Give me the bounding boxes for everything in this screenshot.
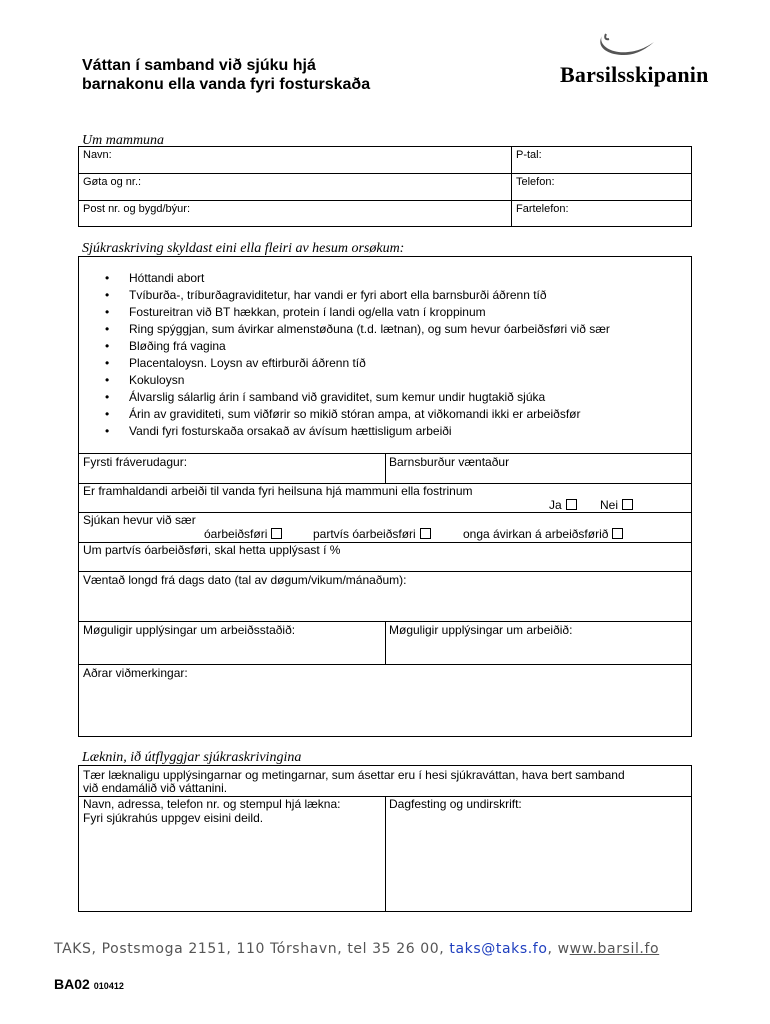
no-checkbox[interactable] — [622, 499, 633, 510]
list-item[interactable]: • Tvíburða-, tríburðagraviditetur, har vandi er fyri abort ella barnsburði áðrenn tíð — [96, 287, 610, 304]
partial-option[interactable] — [313, 527, 431, 541]
doctor-note-line-1: Tær læknaligu upplýsingarnar og metingarnar, sum ásettar eru í hesi sjúkraváttan, hava bert samband — [83, 768, 625, 782]
expected-duration-field[interactable]: Væntað longd frá dags dato (tal av døgum/vikum/mánaðum): — [83, 573, 407, 587]
date-signature-field[interactable]: Dagfesting og undirskrift: — [389, 797, 522, 811]
list-item[interactable]: • Álvarslig sálarlig árin í samband við graviditet, sum kemur undir hugtakið sjúka — [96, 389, 610, 406]
unfit-checkbox[interactable] — [271, 528, 282, 539]
workplace-info-field[interactable]: Møguligir upplýsingar um arbeiðsstaðið: — [83, 623, 296, 637]
form-code-label: BA02 — [54, 976, 90, 992]
list-item[interactable]: • Kokuloysn — [96, 372, 610, 389]
list-item[interactable]: • Hóttandi abort — [96, 270, 610, 287]
form-code-date: 010412 — [93, 981, 124, 991]
swoosh-icon — [596, 32, 656, 60]
unfit-label: óarbeiðsføri — [204, 527, 268, 541]
doctor-note-line-2: við endamálið við váttanini. — [83, 781, 228, 795]
ptal-field[interactable]: P-tal: — [516, 149, 542, 161]
reasons-section-heading: Sjúkraskriving skyldast eini ella fleiri av hesum orsøkum: — [82, 241, 405, 256]
web-prefix: w — [557, 941, 570, 957]
partial-label: partvís óarbeiðsføri — [313, 527, 416, 541]
barsilsskipanin-logo — [560, 32, 738, 96]
hospital-department-note: Fyri sjúkrahús uppgev eisini deild. — [83, 811, 264, 825]
no-effect-checkbox[interactable] — [612, 528, 623, 539]
no-label: Nei — [600, 498, 619, 512]
logo-wordmark: Barsilsskipanin — [560, 62, 709, 87]
doctor-section-heading: Læknin, ið útflyggjar sjúkraskrivingina — [82, 750, 302, 765]
work-info-field[interactable]: Møguligir upplýsingar um arbeiðið: — [389, 623, 573, 637]
footer-contact — [54, 941, 659, 957]
postcode-field[interactable]: Post nr. og bygd/býur: — [83, 203, 191, 215]
name-field[interactable]: Navn: — [83, 149, 112, 161]
street-field[interactable]: Gøta og nr.: — [83, 176, 142, 188]
other-remarks-field[interactable]: Aðrar viðmerkingar: — [83, 666, 188, 680]
yes-option[interactable] — [549, 498, 577, 512]
mobile-field[interactable]: Fartelefon: — [516, 203, 569, 215]
unfit-option[interactable] — [204, 527, 282, 541]
list-item[interactable]: • Árin av graviditeti, sum viðførir so mikið stóran ampa, at viðkomandi ikki er arbeiðsfør — [96, 406, 610, 423]
expected-birth-field[interactable]: Barnsburður væntaður — [389, 455, 510, 469]
form-title — [82, 56, 370, 94]
reasons-list — [96, 270, 610, 440]
mother-section-heading: Um mammuna — [82, 133, 165, 148]
partial-percent-field[interactable]: Um partvís óarbeiðsføri, skal hetta upplýsast í % — [83, 543, 341, 557]
no-effect-label: onga ávirkan á arbeiðsførið — [463, 527, 609, 541]
list-item[interactable]: • Bløðing frá vagina — [96, 338, 610, 355]
list-item[interactable]: • Placentaloysn. Loysn av eftirburði áðrenn tíð — [96, 355, 610, 372]
form-code — [54, 976, 124, 992]
mother-info-table — [78, 146, 692, 227]
footer-address: TAKS, Postsmoga 2151, 110 Tórshavn, tel 35 26 00, — [54, 941, 450, 957]
doctor-details-field[interactable]: Navn, adressa, telefon nr. og stempul hjá lækna: — [83, 797, 341, 811]
partial-checkbox[interactable] — [420, 528, 431, 539]
email-link[interactable]: taks@taks.fo — [449, 941, 548, 957]
first-absence-field[interactable]: Fyrsti fráverudagur: — [83, 455, 188, 469]
list-item[interactable]: • Fostureitran við BT hækkan, protein í landi og/ella vatn í kroppinum — [96, 304, 610, 321]
website-link[interactable]: ww.barsil.fo — [569, 941, 660, 957]
continued-work-question: Er framhaldandi arbeiði til vanda fyri heilsuna hjá mammuni ella fostrinum — [83, 484, 473, 498]
phone-field[interactable]: Telefon: — [516, 176, 555, 188]
title-line-1: Váttan í samband við sjúku hjá — [82, 57, 316, 74]
illness-effect-label: Sjúkan hevur við sær — [83, 513, 196, 527]
no-effect-option[interactable] — [463, 527, 623, 541]
list-item[interactable]: • Ring spýggjan, sum ávirkar almenstøðuna (t.d. lætnan), og sum hevur óarbeiðsføri við sær — [96, 321, 610, 338]
footer-separator: , — [547, 941, 558, 957]
yes-checkbox[interactable] — [566, 499, 577, 510]
no-option[interactable] — [600, 498, 633, 512]
title-line-2: barnakonu ella vanda fyri fosturskaða — [82, 76, 371, 93]
yes-label: Ja — [549, 498, 562, 512]
list-item[interactable]: • Vandi fyri fosturskaða orsakað av ávísum hættisligum arbeiði — [96, 423, 610, 440]
